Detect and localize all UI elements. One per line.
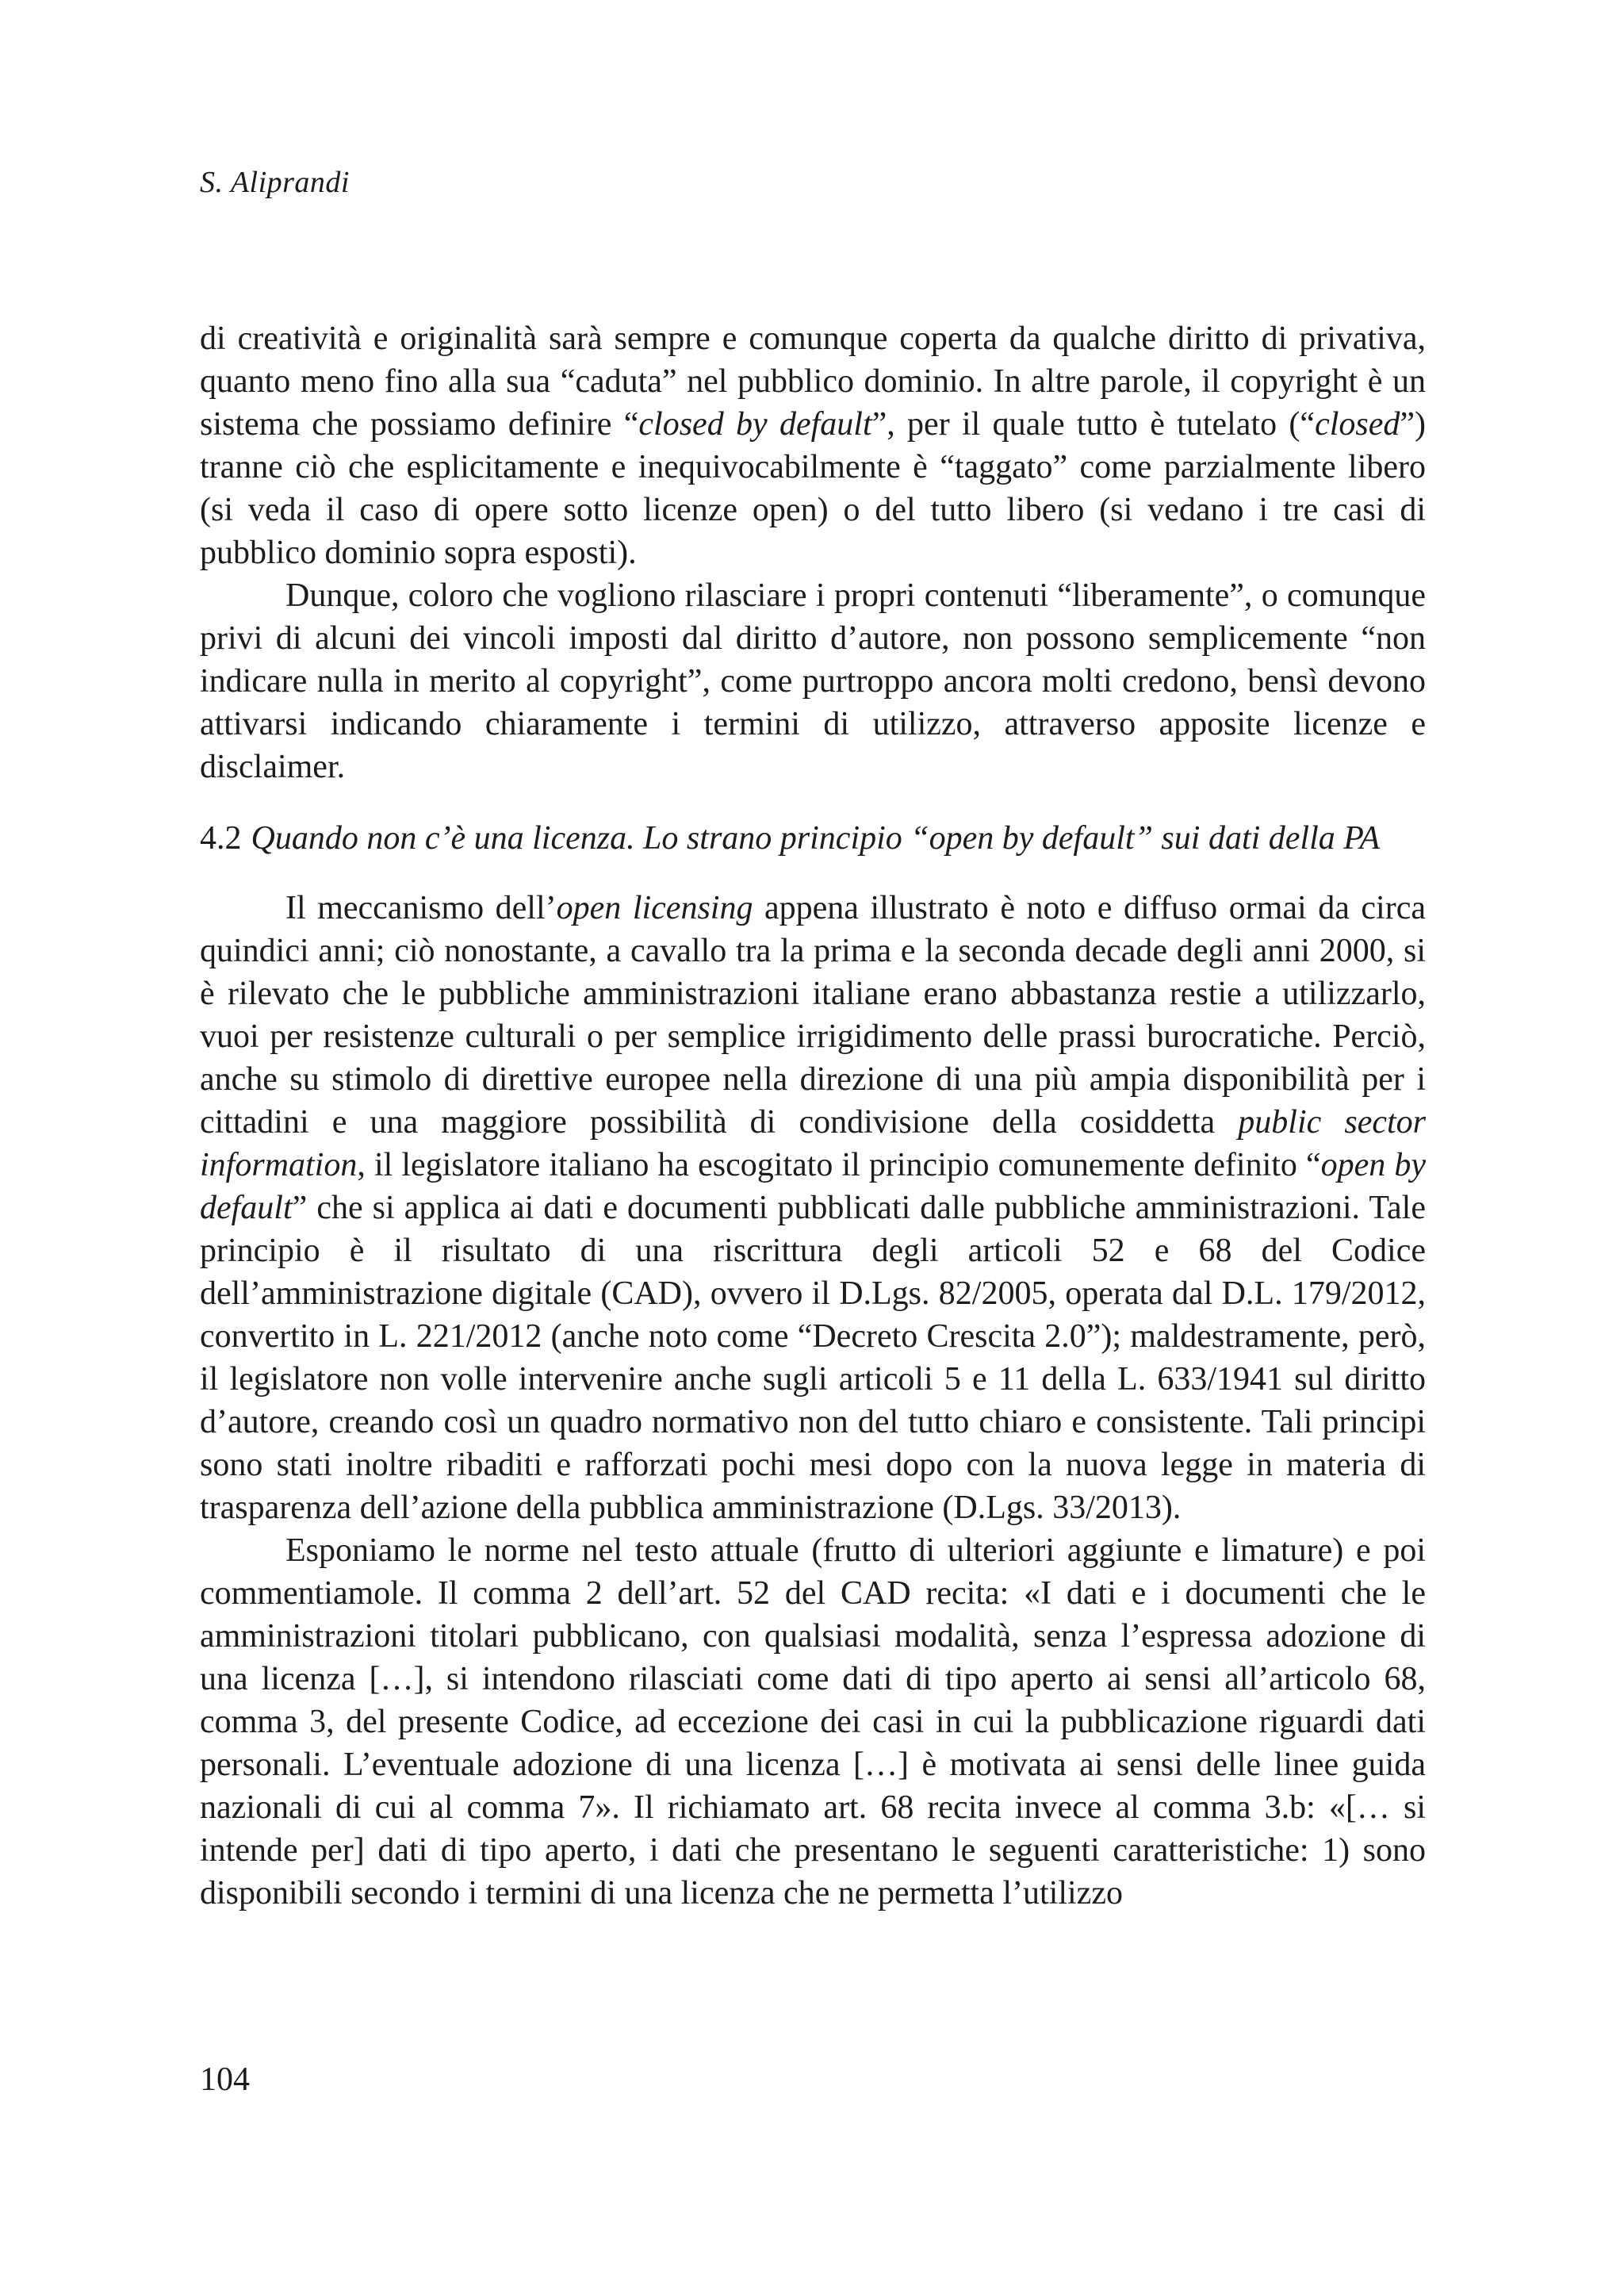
body-text xyxy=(200,317,1426,1915)
section-heading xyxy=(200,817,1426,860)
p1-emphasis-closed: closed xyxy=(1315,406,1400,443)
p3-text-2: appena illustrato è noto e diffuso ormai da circa quindici anni; ciò nonostante, a cavallo tra la prima e la seconda decade degli anni 2000, si è rilevato che le pubbliche amministrazioni italiane erano abbastanza restie a utilizzarlo, vuoi per resistenze culturali o per semplice irrigidimento delle prassi burocratiche. Perciò, anche su stimolo di direttive europee nella direzione di una più ampia disponibilità per i cittadini e una maggiore possibilità di condivisione della cosiddetta xyxy=(200,890,1426,1141)
paragraph-1 xyxy=(200,317,1426,574)
p3-emphasis-open-by-default: open by default xyxy=(200,1147,1426,1226)
p1-text-1: di creatività e originalità sarà sempre e comunque coperta da qualche diritto di privativa, quanto meno fino alla sua “caduta” nel pubblico dominio. In altre parole, il copyright è un sistema che possiamo definire “ xyxy=(200,320,1426,443)
p3-emphasis-open-licensing: open licensing xyxy=(556,890,753,926)
paragraph-3 xyxy=(200,887,1426,1529)
p1-emphasis-closed-by-default: closed by default xyxy=(638,406,872,443)
p3-text-1: Il meccanismo dell’ xyxy=(285,890,557,926)
paragraph-2: Dunque, coloro che vogliono rilasciare i propri contenuti “liberamente”, o comunque privi di alcuni dei vincoli imposti dal diritto d’autore, non possono semplicemente “non indicare nulla in merito al copyright”, come purtroppo ancora molti credono, bensì devono attivarsi indicando chiaramente i termini di utilizzo, attraverso apposite licenze e disclaimer. xyxy=(200,577,1426,785)
p3-emphasis-public-sector-information: public sector information xyxy=(200,1104,1426,1183)
section-number: 4.2 xyxy=(200,820,242,857)
section-title: Quando non c’è una licenza. Lo strano principio “open by default” sui dati della PA xyxy=(251,820,1381,857)
p3-text-3: , il legislatore italiano ha escogitato il principio comunemente definito “ xyxy=(357,1147,1321,1183)
p3-text-4: ” che si applica ai dati e documenti pubblicati dalle pubbliche amministrazioni. Tale principio è il risultato di una riscrittura degli articoli 52 e 68 del Codice dell’amministrazione digitale (CAD), ovvero il D.Lgs. 82/2005, operata dal D.L. 179/2012, convertito in L. 221/2012 (anche noto come “Decreto Crescita 2.0”); maldestramente, però, il legislatore non volle intervenire anche sugli articoli 5 e 11 della L. 633/1941 sul diritto d’autore, creando così un quadro normativo non del tutto chiaro e consistente. Tali principi sono stati inoltre ribaditi e rafforzati pochi mesi dopo con la nuova legge in materia di trasparenza dell’azione della pubblica amministrazione (D.Lgs. 33/2013). xyxy=(200,1190,1426,1526)
running-head-author: S. Aliprandi xyxy=(200,166,350,199)
paragraph-4: Esponiamo le norme nel testo attuale (frutto di ulteriori aggiunte e limature) e poi commentiamole. Il comma 2 dell’art. 52 del CAD recita: «I dati e i documenti che le amministrazioni titolari pubblicano, con qualsiasi modalità, senza l’espressa adozione di una licenza […], si intendono rilasciati come dati di tipo aperto ai sensi all’articolo 68, comma 3, del presente Codice, ad eccezione dei casi in cui la pubblicazione riguardi dati personali. L’eventuale adozione di una licenza […] è motivata ai sensi delle linee guida nazionali di cui al comma 7». Il richiamato art. 68 recita invece al comma 3.b: «[… si intende per] dati di tipo aperto, i dati che presentano le seguenti caratteristiche: 1) sono disponibili secondo i termini di una licenza che ne permetta l’utilizzo xyxy=(200,1532,1426,1911)
p1-text-3: ”) tranne ciò che esplicitamente e inequivocabilmente è “taggato” come parzialmente libero (si veda il caso di opere sotto licenze open) o del tutto libero (si vedano i tre casi di pubblico dominio sopra esposti). xyxy=(200,406,1426,571)
page-number: 104 xyxy=(200,2061,250,2098)
p1-text-2: ”, per il quale tutto è tutelato (“ xyxy=(871,406,1316,443)
